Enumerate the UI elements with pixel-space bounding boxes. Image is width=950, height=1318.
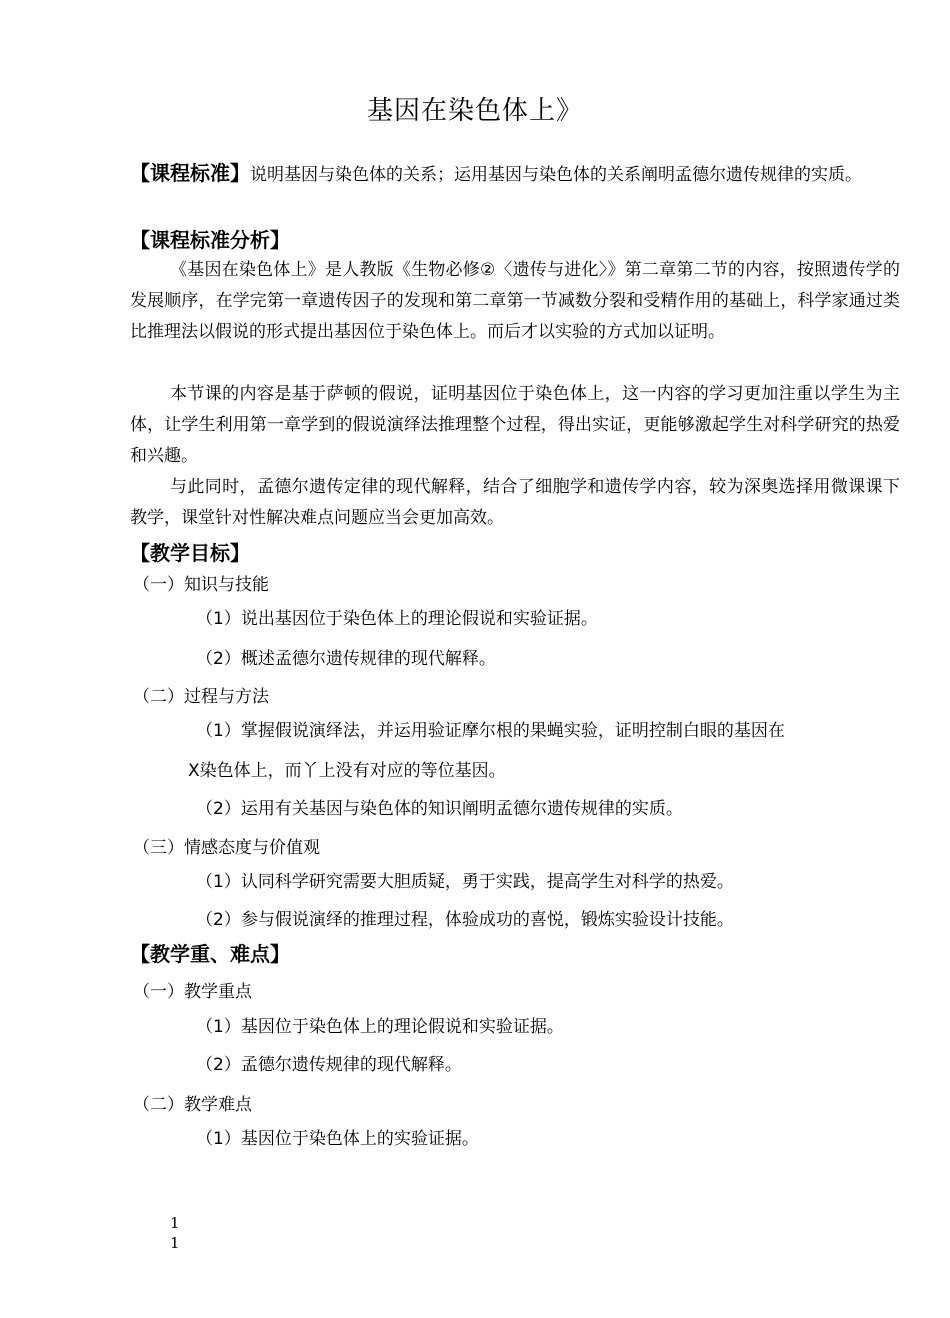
goals-process-item-2: （2）运用有关基因与染色体的知识阐明孟德尔遗传规律的实质。: [196, 799, 683, 819]
goals-knowledge-item-1: （1）说出基因位于染色体上的理论假说和实验证据。: [196, 609, 598, 629]
course-standard-paragraph: [130, 158, 900, 191]
page-number: 1: [170, 1214, 180, 1232]
analysis-paragraph-2: 本节课的内容是基于萨顿的假说，证明基因位于染色体上，这一内容的学习更加注重以学生为主体，让学生利用第一章学到的假说演绎法推理整个过程，得出实证，更能够激起学生对科学研究的热爱和兴趣。: [130, 384, 900, 466]
difficult-points-section: （二）教学难点: [133, 1095, 252, 1115]
goals-process-item-1a: （1）掌握假说演绎法，并运用验证摩尔根的果蝇实验，证明控制白眼的基因在: [196, 721, 785, 741]
goals-attitude-item-1: （1）认同科学研究需要大胆质疑，勇于实践，提高学生对科学的热爱。: [196, 872, 734, 892]
standard-analysis-heading: 【课程标准分析】: [130, 228, 290, 252]
analysis-paragraph-1: 《基因在染色体上》是人教版《生物必修②〈遗传与进化〉》第二章第二节的内容，按照遗传学的发展顺序，在学完第一章遗传因子的发现和第二章第一节减数分裂和受精作用的基础上，科学家通过类比推理法以假说的形式提出基因位于染色体上。而后才以实验的方式加以证明。: [130, 260, 900, 342]
goals-section-knowledge: （一）知识与技能: [133, 575, 269, 595]
key-difficult-points-heading: 【教学重、难点】: [130, 942, 290, 966]
goals-process-item-1b: X染色体上，而丫上没有对应的等位基因。: [188, 761, 506, 781]
goals-section-process: （二）过程与方法: [133, 687, 269, 707]
goals-attitude-item-2: （2）参与假说演绎的推理过程，体验成功的喜悦，锻炼实验设计技能。: [196, 910, 734, 930]
analysis-paragraph-3: 与此同时，孟德尔遗传定律的现代解释，结合了细胞学和遗传学内容，较为深奥选择用微课课下教学，课堂针对性解决难点问题应当会更加高效。: [130, 477, 900, 528]
course-standard-heading: 【课程标准】: [130, 161, 250, 185]
goals-knowledge-item-2: （2）概述孟德尔遗传规律的现代解释。: [196, 649, 496, 669]
course-standard-text: 说明基因与染色体的关系；运用基因与染色体的关系阐明孟德尔遗传规律的实质。: [250, 165, 862, 185]
key-point-item-1: （1）基因位于染色体上的理论假说和实验证据。: [196, 1017, 564, 1037]
goals-section-attitude: （三）情感态度与价值观: [133, 838, 320, 858]
document-title: 基因在染色体上》: [366, 96, 583, 126]
key-points-section: （一）教学重点: [133, 982, 252, 1002]
page-number-secondary: 1: [170, 1234, 180, 1252]
difficult-point-item-1: （1）基因位于染色体上的实验证据。: [196, 1129, 479, 1149]
teaching-goals-heading: 【教学目标】: [130, 541, 250, 565]
key-point-item-2: （2）孟德尔遗传规律的现代解释。: [196, 1055, 462, 1075]
